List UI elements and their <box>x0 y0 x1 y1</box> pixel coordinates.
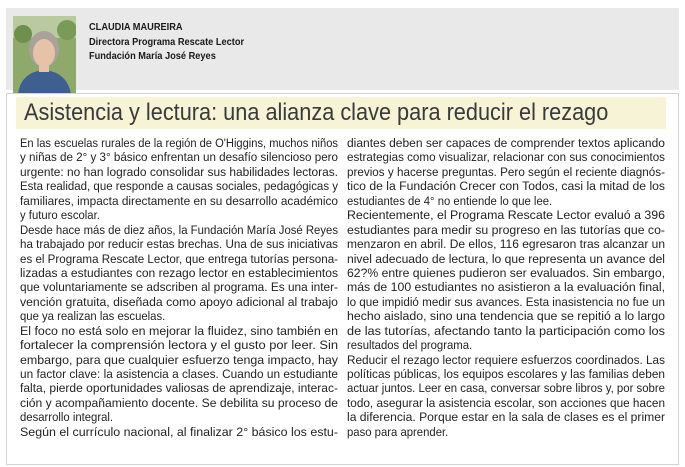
article-text-line <box>347 295 667 309</box>
article-text-line <box>20 396 340 410</box>
article-text-line <box>347 338 667 352</box>
article-text: En las escuelas rurales de la región de O'Higgins, muchos niños <box>20 136 338 150</box>
article-text-line <box>20 165 340 179</box>
article-text: tico de la Fundación Crecer con Todos, casi la mitad de los <box>347 179 666 194</box>
article-text: menzaron en abril. De ellos, 116 egresaron tras alcanzar un <box>347 237 666 252</box>
article-text-line <box>347 266 667 280</box>
article-text-line <box>20 425 340 439</box>
article-text-line <box>347 381 667 395</box>
article-text: más de 100 estudiantes no asistieron a la evaluación final, <box>347 280 665 295</box>
article-column-right <box>347 136 667 439</box>
author-photo <box>13 16 76 94</box>
article-text-line <box>20 338 340 352</box>
article-text: 62?% entre quienes pudieron ser evaluados. Sin embargo, <box>347 265 665 280</box>
article-title: Asistencia y lectura: una alianza clave para reducir el rezago <box>24 99 609 126</box>
article-text-line <box>20 381 340 395</box>
article-text-line <box>20 353 340 367</box>
article-text: ción y acompañamiento docente. Se debilita su proceso de <box>20 395 338 410</box>
article-text: todo, asegurar la asistencia escolar, son acciones que hacen <box>347 395 666 410</box>
article-text: la diferencia. Porque estar en la sala de clases es el primer <box>347 410 666 425</box>
article-text: Desde hace más de diez años, la Fundación María José Reyes <box>20 222 338 237</box>
article-text: vención gratuita, diseñada como apoyo adicional al trabajo <box>20 294 338 309</box>
author-name: CLAUDIA MAUREIRA <box>89 21 183 33</box>
article-text: falta, pierde oportunidades valiosas de aprendizaje, interac- <box>20 381 339 396</box>
article-text-line <box>20 223 340 237</box>
article-text-line <box>347 396 667 410</box>
article-text-line <box>20 179 340 193</box>
article-text-line <box>347 165 667 179</box>
article-text: paso para aprender. <box>347 424 449 439</box>
article-text-line <box>20 266 340 280</box>
article-text: Recientemente, el Programa Rescate Lector evaluó a 396 <box>347 208 666 223</box>
article-text-line <box>347 223 667 237</box>
article-text-line <box>20 237 340 251</box>
article-text-line <box>20 367 340 381</box>
article-text: que ya realizan las escuelas. <box>20 309 166 324</box>
article-text-line <box>20 150 340 164</box>
article-text: nivel adecuado de lectura, lo que representa un avance del <box>347 251 666 266</box>
article-text-line <box>20 295 340 309</box>
article-text-line <box>347 280 667 294</box>
article-text-line <box>347 194 667 208</box>
article-text: urgente: no han logrado consolidar sus habilidades lectoras. <box>20 164 339 179</box>
article-text: estudiantes para medir su progreso en las tutorías que co- <box>347 222 665 237</box>
article-text: y niñas de 2° y 3° básico enfrentan un desafío silencioso pero <box>20 150 338 165</box>
article-text: resultados del programa. <box>347 338 473 353</box>
article-column-left <box>20 136 340 439</box>
article-text-line <box>347 425 667 439</box>
article-text-line <box>347 150 667 164</box>
article-text: hecho aislado, sino una tendencia que se repitió a lo largo <box>347 309 666 324</box>
article-text-line <box>347 309 667 323</box>
article-text: un factor clave: la asistencia a clases. Cuando un estudiante <box>20 367 338 381</box>
author-info <box>89 20 265 64</box>
article-text-line <box>347 237 667 251</box>
article-text-line <box>20 410 340 424</box>
article-text: El foco no está solo en mejorar la fluidez, sino también en <box>20 323 338 338</box>
article-text-line <box>20 324 340 338</box>
article-text: desarrollo integral. <box>20 410 114 425</box>
article-text-line <box>347 252 667 266</box>
article-text: previos y hacerse preguntas. Pero según el reciente diagnós- <box>347 164 666 179</box>
article-text-line <box>20 252 340 266</box>
article-text-line <box>347 353 667 367</box>
article-text-line <box>20 136 340 150</box>
author-role: Directora Programa Rescate Lector <box>89 35 245 48</box>
article-text: fortalecer la comprensión lectora y el gusto por leer. Sin <box>20 338 338 353</box>
article-text: ha trabajado por reducir estas brechas. Una de sus iniciativas <box>20 237 338 252</box>
article-text: Reducir el rezago lector requiere esfuerzos coordinados. Las <box>347 352 665 367</box>
article-text-line <box>20 280 340 294</box>
author-organization: Fundación María José Reyes <box>89 50 216 62</box>
article-text-line <box>20 309 340 323</box>
article-text: políticas públicas, los equipos escolares y las familias deben <box>347 367 666 381</box>
article-text: embargo, para que cualquier esfuerzo tenga impacto, hay <box>20 352 339 367</box>
article-text-line <box>347 179 667 193</box>
article-text: y futuro escolar. <box>20 208 100 223</box>
article-text: de las tutorías, afectando tanto la participación como los <box>347 323 666 338</box>
article-text: Según el currículo nacional, al finalizar 2° básico los estu- <box>20 424 338 439</box>
article-text: estrategias como visualizar, relacionar con sus conocimientos <box>347 150 665 165</box>
article-text-line <box>20 208 340 222</box>
article-text: actuar juntos. Leer en casa, conversar sobre libros y, por sobre <box>347 381 666 396</box>
article-text: familiares, impacta directamente en su desarrollo académico <box>20 193 339 208</box>
article-text-line <box>347 324 667 338</box>
article-text: lizadas a estudiantes con rezago lector en establecimientos <box>20 265 339 280</box>
article-text-line <box>347 367 667 381</box>
article-text: lo que impidió medir sus avances. Esta inasistencia no fue un <box>347 294 666 309</box>
article-text: diantes deben ser capaces de comprender textos aplicando <box>347 136 665 150</box>
article-text: Esta realidad, que responde a causas sociales, pedagógicas y <box>20 179 339 194</box>
article-text: estudiantes de 4° no entiende lo que lee. <box>347 193 553 208</box>
article-text-line <box>347 410 667 424</box>
article-text: es el Programa Rescate Lector, que entrega tutorías persona- <box>20 251 338 266</box>
article-text: que voluntariamente se adscriben al programa. Es una inter- <box>20 280 339 295</box>
headline-band <box>16 97 666 129</box>
article-text-line <box>347 136 667 150</box>
article-text-line <box>347 208 667 222</box>
article-text-line <box>20 194 340 208</box>
